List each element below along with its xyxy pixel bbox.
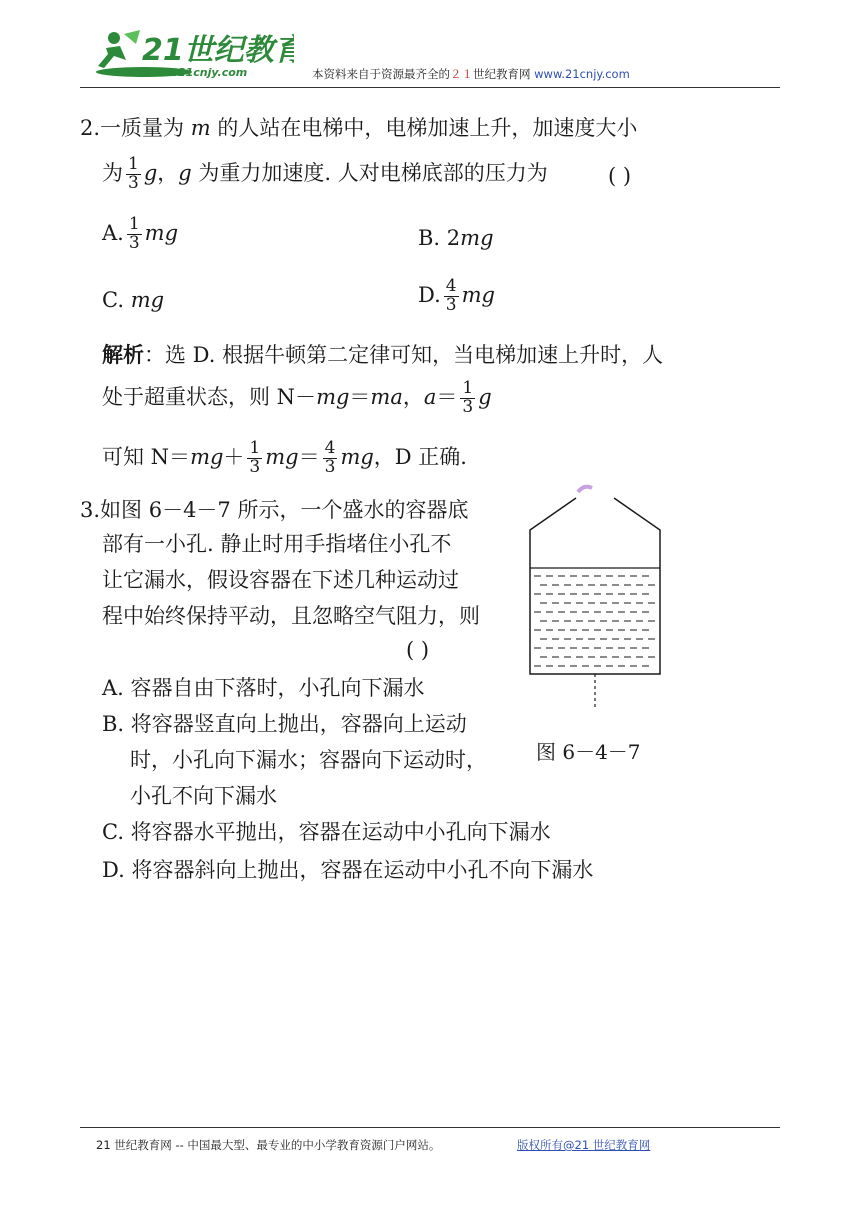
solution-label: 解析: [102, 342, 144, 367]
header-url-link[interactable]: www.21cnjy.com: [534, 67, 630, 81]
logo-url: www.21cnjy.com: [144, 66, 248, 79]
header-source: 本资料来自于资源最齐全的２１世纪教育网 www.21cnjy.com: [312, 67, 630, 81]
container-figure: [520, 484, 670, 710]
q3-option-d: D. 将容器斜向上抛出，容器在运动中小孔不向下漏水: [102, 858, 594, 882]
footer-copyright-link[interactable]: 版权所有@21 世纪教育网: [517, 1138, 651, 1152]
footer-text: 21 世纪教育网 -- 中国最大型、最专业的中小学教育资源门户网站。: [96, 1138, 441, 1152]
water-surface-dashes: [534, 576, 655, 666]
q2-answer-paren: ( ): [608, 164, 632, 188]
q2-line2: 为 $\frac{1}{3}$ g，g 为重力加速度. 人对电梯底部的压力为: [102, 154, 548, 193]
q3-option-a: A. 容器自由下落时，小孔向下漏水: [102, 676, 425, 700]
q3-line4: 程中始终保持平动，且忽略空气阻力，则: [102, 604, 480, 628]
q3-option-b-line2: 时，小孔向下漏水；容器向下运动时，: [130, 748, 487, 772]
q3-line2: 部有一小孔. 静止时用手指堵住小孔不: [102, 532, 452, 556]
header-divider: [80, 87, 780, 88]
q2-option-b: B. 2mg: [418, 226, 494, 250]
q2-solution-line1: 解析：选 D. 根据牛顿第二定律可知，当电梯加速上升时，人: [102, 342, 664, 367]
fraction: $\frac{1}{3}$: [128, 154, 139, 193]
footer-divider: [80, 1127, 780, 1128]
q2-solution-line2: 处于超重状态，则 N－mg＝ma，a＝ $\frac{1}{3}$ g: [102, 378, 492, 417]
q3-option-b-line1: B. 将容器竖直向上抛出，容器向上运动: [102, 712, 467, 736]
q2-solution-line3: 可知 N＝mg＋ $\frac{1}{3}$ mg＝ $\frac{4}{3}$ mg，D 正确.: [102, 438, 467, 477]
figure-caption: 图 6－4－7: [536, 740, 641, 764]
q3-line1: 3.如图 6－4－7 所示，一个盛水的容器底: [80, 498, 469, 522]
q2-option-c: C. mg: [102, 288, 165, 312]
q2-line1: 2.一质量为 m 的人站在电梯中，电梯加速上升，加速度大小: [80, 116, 638, 140]
q3-option-b-line3: 小孔不向下漏水: [130, 784, 277, 808]
q2-option-d: D. $\frac{4}{3}$ mg: [418, 276, 495, 315]
logo-text: 21世纪教育: [142, 33, 294, 68]
q2-option-a: A. $\frac{1}{3}$ mg: [102, 214, 179, 253]
site-logo: [84, 26, 294, 82]
q3-option-c: C. 将容器水平抛出，容器在运动中小孔向下漏水: [102, 820, 551, 844]
q3-line3: 让它漏水，假设容器在下述几种运动过: [102, 568, 459, 592]
q3-answer-paren: ( ): [406, 638, 430, 662]
